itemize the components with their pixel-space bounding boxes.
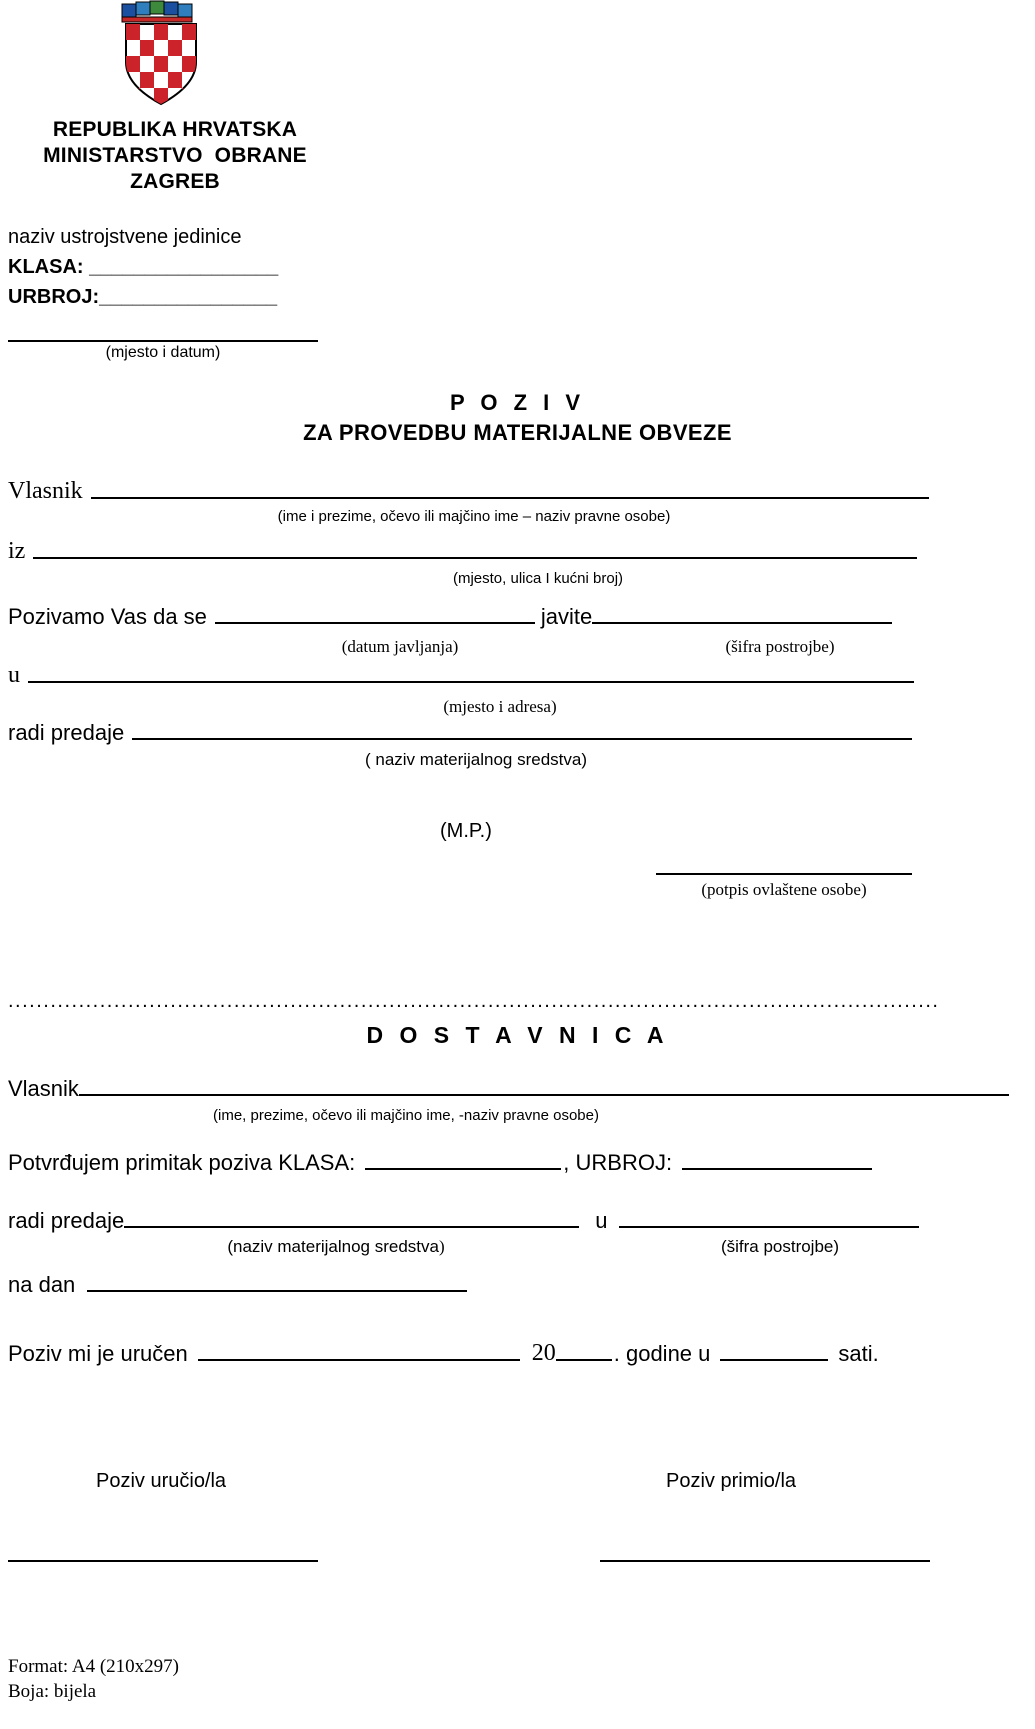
dostavnica-year-suffix: . godine u bbox=[613, 1341, 711, 1366]
received-by-signature-rule[interactable] bbox=[600, 1560, 930, 1562]
unit-name-label: naziv ustrojstvene jedinice bbox=[8, 226, 242, 248]
footer-format: Format: A4 (210x297) bbox=[8, 1656, 179, 1677]
poziv-owner-caption: (ime i prezime, očevo ili majčino ime – naziv pravne osobe) bbox=[277, 508, 671, 525]
dostavnica-material-caption bbox=[196, 1237, 476, 1257]
unit-identification-block bbox=[8, 222, 278, 312]
document-footer bbox=[8, 1654, 179, 1704]
poziv-material-input[interactable] bbox=[132, 738, 912, 740]
poziv-owner-input[interactable] bbox=[91, 497, 929, 499]
delivered-by-signature-rule[interactable] bbox=[8, 1560, 318, 1562]
poziv-location-row bbox=[8, 662, 914, 689]
header-line-ministry: MINISTARSTVO OBRANE bbox=[43, 144, 307, 167]
dostavnica-confirm-prefix: Potvrđujem primitak poziva KLASA: bbox=[8, 1150, 356, 1175]
cut-line-divider: .................................................................................................................................... bbox=[8, 990, 940, 1012]
header-line-city: ZAGREB bbox=[130, 170, 220, 193]
dostavnica-material-caption-text: (naziv materijalnog sredstva bbox=[227, 1237, 439, 1256]
poziv-invite-label: Pozivamo Vas da se bbox=[8, 604, 207, 629]
dostavnica-owner-label: Vlasnik bbox=[8, 1076, 79, 1101]
received-by-label: Poziv primio/la bbox=[666, 1470, 797, 1492]
poziv-from-input[interactable] bbox=[33, 557, 917, 559]
page-subtitle: ZA PROVEDBU MATERIJALNE OBVEZE bbox=[303, 420, 732, 445]
dostavnica-hour-input[interactable] bbox=[720, 1359, 828, 1361]
poziv-unit-code-caption: (šifra postrojbe) bbox=[725, 637, 835, 656]
poziv-signature-caption: (potpis ovlaštene osobe) bbox=[701, 880, 867, 899]
dostavnica-delivered-label: Poziv mi je uručen bbox=[8, 1341, 188, 1366]
dostavnica-owner-row bbox=[8, 1076, 1009, 1102]
poziv-address-caption: (mjesto i adresa) bbox=[443, 697, 557, 716]
dostavnica-delivered-month-input[interactable] bbox=[242, 1359, 520, 1361]
poziv-unit-code-input[interactable] bbox=[592, 622, 892, 624]
poziv-from-row bbox=[8, 538, 917, 565]
dostavnica-delivered-day-input[interactable] bbox=[198, 1359, 242, 1361]
poziv-date-caption: (datum javljanja) bbox=[341, 637, 459, 656]
poziv-report-date-input[interactable] bbox=[215, 622, 535, 624]
poziv-handover-label: radi predaje bbox=[8, 720, 125, 745]
poziv-invite-row bbox=[8, 604, 892, 630]
poziv-owner-label: Vlasnik bbox=[8, 478, 83, 504]
dostavnica-delivered-row bbox=[8, 1340, 879, 1367]
poziv-handover-row bbox=[8, 720, 912, 746]
dostavnica-onday-label: na dan bbox=[8, 1272, 76, 1297]
poziv-from-label: iz bbox=[8, 538, 26, 564]
dostavnica-handover-row bbox=[8, 1208, 919, 1234]
urbroj-field[interactable]: URBROJ:________________ bbox=[8, 286, 278, 308]
dostavnica-urbroj-input[interactable] bbox=[682, 1168, 872, 1170]
dostavnica-unit-code-input[interactable] bbox=[619, 1226, 919, 1228]
poziv-at-label: u bbox=[8, 662, 20, 688]
dostavnica-day-input[interactable] bbox=[87, 1290, 467, 1292]
dostavnica-at-label: u bbox=[595, 1208, 608, 1233]
footer-color: Boja: bijela bbox=[8, 1681, 97, 1702]
dostavnica-handover-label: radi predaje bbox=[8, 1208, 125, 1233]
poziv-report-label: javite bbox=[540, 604, 593, 629]
page-title: P O Z I V bbox=[449, 390, 586, 415]
poziv-from-caption: (mjesto, ulica I kućni broj) bbox=[452, 570, 624, 587]
poziv-material-caption: ( naziv materijalnog sredstva) bbox=[364, 750, 588, 769]
dostavnica-owner-input[interactable] bbox=[79, 1094, 1009, 1096]
klasa-field[interactable]: KLASA: _________________ bbox=[8, 256, 279, 278]
dostavnica-material-caption-close: ) bbox=[438, 1237, 445, 1256]
dostavnica-hours-suffix: sati. bbox=[838, 1341, 879, 1366]
place-date-rule[interactable] bbox=[8, 340, 318, 342]
dostavnica-year-input[interactable] bbox=[556, 1359, 612, 1361]
dostavnica-title: D O S T A V N I C A bbox=[366, 1022, 669, 1048]
poziv-location-input[interactable] bbox=[28, 681, 914, 683]
dostavnica-year-prefix: 20 bbox=[531, 1340, 556, 1366]
dostavnica-confirm-row bbox=[8, 1150, 872, 1176]
stamp-place-label: (M.P.) bbox=[440, 820, 492, 842]
dostavnica-day-row bbox=[8, 1272, 467, 1298]
delivered-by-label: Poziv uručio/la bbox=[96, 1470, 227, 1492]
dostavnica-confirm-mid: , URBROJ: bbox=[563, 1150, 673, 1175]
dostavnica-klasa-input[interactable] bbox=[365, 1168, 561, 1170]
dostavnica-material-input[interactable] bbox=[124, 1226, 579, 1228]
croatian-coat-of-arms-icon bbox=[118, 0, 204, 108]
dostavnica-unit-code-caption: (šifra postrojbe) bbox=[720, 1237, 840, 1256]
header-line-country: REPUBLIKA HRVATSKA bbox=[52, 118, 298, 141]
place-date-caption: (mjesto i datum) bbox=[105, 344, 221, 361]
dostavnica-owner-caption: (ime, prezime, očevo ili majčino ime, -naziv pravne osobe) bbox=[213, 1107, 599, 1124]
poziv-owner-row bbox=[8, 478, 929, 505]
ministry-header bbox=[10, 117, 340, 195]
poziv-signature-rule[interactable] bbox=[656, 873, 912, 875]
